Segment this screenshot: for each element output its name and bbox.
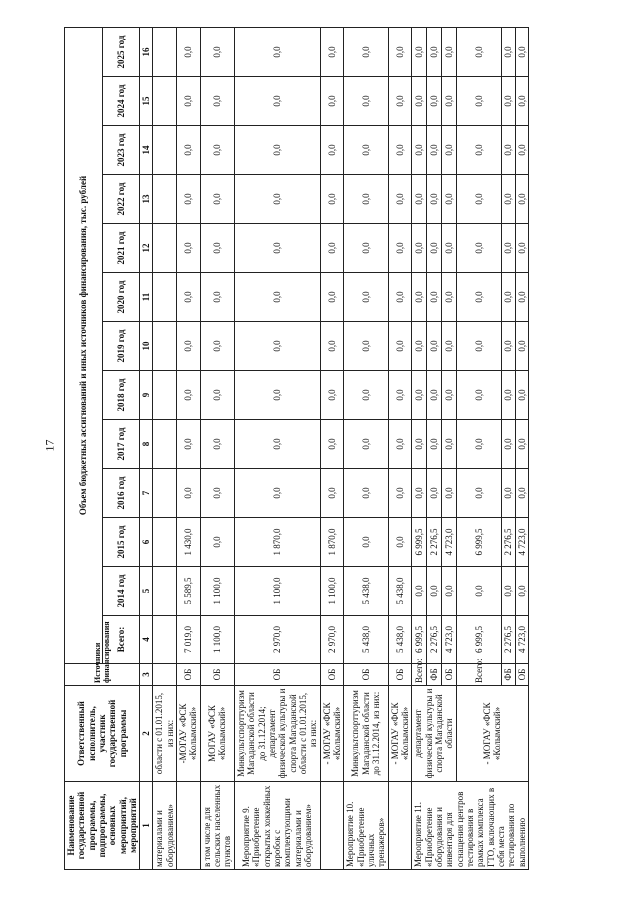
header-col-number: 14 xyxy=(140,126,153,175)
cell-value: 0,0 xyxy=(502,126,515,175)
cell-responsible: департамент физической культуры и спорта Магаданской области xyxy=(412,686,456,782)
cell-value: 0,0 xyxy=(234,28,320,77)
table-row xyxy=(456,28,502,870)
header-year: 2015 год xyxy=(102,518,140,567)
cell-value: 0,0 xyxy=(456,322,502,371)
cell-value xyxy=(153,567,177,616)
cell-value: 0,0 xyxy=(177,77,201,126)
table-row xyxy=(200,28,234,870)
cell-value: 0,0 xyxy=(502,469,515,518)
cell-value: 0,0 xyxy=(200,420,234,469)
cell-value: 1 870,0 xyxy=(320,518,344,567)
cell-responsible: области с 01.01.2015, из них: xyxy=(153,686,177,782)
cell-value xyxy=(153,126,177,175)
cell-total: 2 970,0 xyxy=(320,616,344,664)
cell-responsible: - МОГАУ «ФСК «Колымский» xyxy=(320,686,344,782)
cell-value: 0,0 xyxy=(344,322,388,371)
header-col-number: 11 xyxy=(140,273,153,322)
cell-value: 0,0 xyxy=(502,567,515,616)
table-header xyxy=(65,28,153,870)
cell-total: 6 999,5 xyxy=(412,616,427,664)
cell-value: 0,0 xyxy=(427,420,442,469)
cell-value: 0,0 xyxy=(456,126,502,175)
cell-value: 0,0 xyxy=(427,77,442,126)
cell-total: 4 723,0 xyxy=(515,616,528,664)
cell-value: 0,0 xyxy=(441,28,456,77)
cell-source: ОБ xyxy=(344,664,388,686)
cell-value: 0,0 xyxy=(515,469,528,518)
cell-value: 0,0 xyxy=(177,322,201,371)
cell-value: 0,0 xyxy=(502,224,515,273)
cell-source: Всего: xyxy=(456,664,502,686)
cell-value xyxy=(153,28,177,77)
cell-value: 0,0 xyxy=(388,77,412,126)
cell-value: 0,0 xyxy=(427,273,442,322)
cell-value: 5 438,0 xyxy=(344,567,388,616)
cell-value: 0,0 xyxy=(427,175,442,224)
cell-value: 0,0 xyxy=(388,469,412,518)
cell-value: 0,0 xyxy=(320,126,344,175)
cell-source: ОБ xyxy=(200,664,234,686)
cell-value: 5 438,0 xyxy=(388,567,412,616)
table-row xyxy=(153,28,177,870)
cell-name: Мероприятие 11. «Приобретение оборудования и инвентаря для оснащения центров тестирования в рамках комплекса ГТО, включающих в себя места тестирования по выполнению xyxy=(412,782,529,870)
cell-value: 0,0 xyxy=(320,28,344,77)
cell-value: 0,0 xyxy=(441,371,456,420)
cell-source xyxy=(153,664,177,686)
cell-value: 0,0 xyxy=(388,518,412,567)
header-year: 2021 год xyxy=(102,224,140,273)
header-volume: Объем бюджетных ассигнований и иных источников финансирования, тыс. рублей xyxy=(65,28,103,664)
cell-value: 0,0 xyxy=(320,273,344,322)
header-year: 2025 год xyxy=(102,28,140,77)
cell-value: 0,0 xyxy=(200,28,234,77)
cell-value: 0,0 xyxy=(456,175,502,224)
cell-value: 0,0 xyxy=(320,371,344,420)
cell-value xyxy=(153,518,177,567)
cell-value: 0,0 xyxy=(515,224,528,273)
cell-value: 0,0 xyxy=(320,224,344,273)
table-row xyxy=(344,28,388,870)
cell-value: 0,0 xyxy=(441,175,456,224)
cell-value: 0,0 xyxy=(388,175,412,224)
cell-value: 0,0 xyxy=(200,518,234,567)
cell-value: 0,0 xyxy=(344,469,388,518)
cell-value: 2 276,5 xyxy=(427,518,442,567)
cell-responsible: - МОГАУ «ФСК «Колымский» xyxy=(456,686,528,782)
cell-value: 0,0 xyxy=(388,371,412,420)
cell-value: 0,0 xyxy=(344,28,388,77)
cell-value: 0,0 xyxy=(320,420,344,469)
cell-value: 0,0 xyxy=(502,28,515,77)
cell-name xyxy=(177,782,201,870)
cell-value: 0,0 xyxy=(412,28,427,77)
cell-value: 0,0 xyxy=(441,77,456,126)
cell-value: 0,0 xyxy=(200,469,234,518)
cell-value: 0,0 xyxy=(177,224,201,273)
cell-source: ФБ xyxy=(427,664,442,686)
cell-value xyxy=(153,175,177,224)
cell-value: 0,0 xyxy=(502,175,515,224)
cell-value: 0,0 xyxy=(177,371,201,420)
cell-value: 6 999,5 xyxy=(456,518,502,567)
cell-value: 0,0 xyxy=(502,371,515,420)
cell-value: 0,0 xyxy=(515,273,528,322)
header-year: 2019 год xyxy=(102,322,140,371)
cell-value: 0,0 xyxy=(320,322,344,371)
cell-value: 0,0 xyxy=(344,126,388,175)
table-row xyxy=(177,28,201,870)
cell-responsible: Минкультспорттуризм Магаданской области до 31.12.2014; департамент физической культуры и спорта Магаданской области с 01.01.2015, из них: xyxy=(234,686,320,782)
cell-value: 1 430,0 xyxy=(177,518,201,567)
financing-table xyxy=(64,27,529,870)
cell-value: 0,0 xyxy=(441,126,456,175)
page-number: 17 xyxy=(42,439,57,452)
cell-value: 0,0 xyxy=(234,371,320,420)
cell-name: Мероприятие 10. «Приобретение уличных тренажеров» xyxy=(344,782,388,870)
cell-value: 4 723,0 xyxy=(515,518,528,567)
cell-name: Мероприятие 9. «Приобретение открытых хоккейных коробок с комплектующими материалами и оборудованием» xyxy=(234,782,320,870)
cell-value: 0,0 xyxy=(515,28,528,77)
cell-value: 0,0 xyxy=(234,273,320,322)
cell-value: 1 870,0 xyxy=(234,518,320,567)
cell-responsible: -МОГАУ «ФСК «Колымский» xyxy=(177,686,201,782)
header-col-number: 6 xyxy=(140,518,153,567)
cell-value: 0,0 xyxy=(177,175,201,224)
header-col-number: 12 xyxy=(140,224,153,273)
cell-source: ФБ xyxy=(502,664,515,686)
cell-value: 0,0 xyxy=(427,371,442,420)
header-responsible: Ответственный исполнитель, участник государственной программы xyxy=(65,686,140,782)
cell-value: 0,0 xyxy=(200,126,234,175)
cell-value: 0,0 xyxy=(344,224,388,273)
header-year: 2020 год xyxy=(102,273,140,322)
rotated-table-container xyxy=(64,30,624,870)
header-col-number: 8 xyxy=(140,420,153,469)
header-col-number: 10 xyxy=(140,322,153,371)
cell-source: Всего: xyxy=(412,664,427,686)
cell-value: 0,0 xyxy=(234,420,320,469)
cell-value: 0,0 xyxy=(441,567,456,616)
cell-value: 0,0 xyxy=(344,371,388,420)
cell-value: 0,0 xyxy=(441,469,456,518)
cell-total: 4 723,0 xyxy=(441,616,456,664)
cell-total: 1 100,0 xyxy=(200,616,234,664)
cell-value: 0,0 xyxy=(320,175,344,224)
cell-source: ОБ xyxy=(320,664,344,686)
cell-value: 0,0 xyxy=(412,175,427,224)
cell-value: 0,0 xyxy=(388,322,412,371)
cell-value: 0,0 xyxy=(200,371,234,420)
cell-value: 0,0 xyxy=(200,224,234,273)
cell-value: 5 589,5 xyxy=(177,567,201,616)
cell-source: ОБ xyxy=(441,664,456,686)
header-col-number: 16 xyxy=(140,28,153,77)
cell-value: 0,0 xyxy=(515,175,528,224)
cell-value: 0,0 xyxy=(427,567,442,616)
cell-responsible: Минкультспорттуризм Магаданской области до 31.12.2014, из них: xyxy=(344,686,388,782)
header-col-number: 1 xyxy=(140,782,153,870)
header-number-row xyxy=(140,28,153,870)
cell-value: 0,0 xyxy=(427,28,442,77)
cell-value: 0,0 xyxy=(441,273,456,322)
cell-value: 0,0 xyxy=(515,126,528,175)
header-year: 2024 год xyxy=(102,77,140,126)
cell-value: 0,0 xyxy=(344,518,388,567)
cell-value xyxy=(153,420,177,469)
cell-value: 4 723,0 xyxy=(441,518,456,567)
cell-value: 0,0 xyxy=(456,273,502,322)
cell-value: 0,0 xyxy=(412,126,427,175)
cell-value: 0,0 xyxy=(177,28,201,77)
header-col-number: 3 xyxy=(140,664,153,686)
cell-value: 0,0 xyxy=(177,469,201,518)
cell-name xyxy=(320,782,344,870)
header-year: 2017 год xyxy=(102,420,140,469)
header-year: 2022 год xyxy=(102,175,140,224)
cell-value: 0,0 xyxy=(234,224,320,273)
cell-value: 0,0 xyxy=(441,224,456,273)
cell-value: 0,0 xyxy=(344,77,388,126)
cell-value: 0,0 xyxy=(515,371,528,420)
cell-value: 0,0 xyxy=(388,126,412,175)
cell-value: 0,0 xyxy=(412,469,427,518)
cell-total: 2 970,0 xyxy=(234,616,320,664)
header-year: 2018 год xyxy=(102,371,140,420)
header-name: Наименование государственной программы, подпрограммы, основных мероприятий, мероприятий xyxy=(65,782,140,870)
cell-value xyxy=(153,77,177,126)
cell-value: 0,0 xyxy=(502,322,515,371)
cell-total: 7 019,0 xyxy=(177,616,201,664)
header-source: Источники финансирования xyxy=(65,664,140,686)
cell-value: 6 999,5 xyxy=(412,518,427,567)
cell-value: 0,0 xyxy=(412,77,427,126)
cell-value: 0,0 xyxy=(234,77,320,126)
cell-value: 0,0 xyxy=(456,77,502,126)
cell-value: 0,0 xyxy=(344,175,388,224)
cell-value: 0,0 xyxy=(412,322,427,371)
cell-value: 0,0 xyxy=(427,322,442,371)
cell-source: ОБ xyxy=(177,664,201,686)
table-row xyxy=(320,28,344,870)
cell-value: 0,0 xyxy=(320,469,344,518)
cell-value: 0,0 xyxy=(200,322,234,371)
cell-responsible: МОГАУ «ФСК «Колымский» xyxy=(200,686,234,782)
cell-value: 0,0 xyxy=(456,469,502,518)
header-col-number: 5 xyxy=(140,567,153,616)
header-col-number: 13 xyxy=(140,175,153,224)
cell-value: 0,0 xyxy=(456,420,502,469)
cell-total: 2 276,5 xyxy=(427,616,442,664)
cell-total: 5 438,0 xyxy=(388,616,412,664)
cell-responsible: - МОГАУ «ФСК «Колымский» xyxy=(388,686,412,782)
cell-value: 0,0 xyxy=(320,77,344,126)
cell-value: 0,0 xyxy=(427,224,442,273)
cell-value: 0,0 xyxy=(234,126,320,175)
header-total: Всего: xyxy=(102,616,140,664)
cell-value: 0,0 xyxy=(515,77,528,126)
cell-source: ОБ xyxy=(234,664,320,686)
header-col-number: 2 xyxy=(140,686,153,782)
cell-value: 0,0 xyxy=(456,224,502,273)
cell-value: 0,0 xyxy=(234,469,320,518)
cell-value: 0,0 xyxy=(200,175,234,224)
cell-value: 0,0 xyxy=(388,273,412,322)
cell-value: 0,0 xyxy=(412,371,427,420)
cell-value: 0,0 xyxy=(502,273,515,322)
cell-value: 0,0 xyxy=(344,420,388,469)
cell-value xyxy=(153,469,177,518)
cell-value: 0,0 xyxy=(456,28,502,77)
table-row xyxy=(412,28,427,870)
cell-value: 0,0 xyxy=(412,224,427,273)
cell-name: материалами и оборудованием» xyxy=(153,782,177,870)
cell-value: 0,0 xyxy=(412,273,427,322)
cell-value xyxy=(153,273,177,322)
header-year: 2023 год xyxy=(102,126,140,175)
cell-value: 0,0 xyxy=(344,273,388,322)
cell-value: 0,0 xyxy=(456,567,502,616)
cell-value: 0,0 xyxy=(502,77,515,126)
cell-value: 0,0 xyxy=(515,420,528,469)
cell-value: 0,0 xyxy=(234,175,320,224)
header-col-number: 9 xyxy=(140,371,153,420)
cell-value: 0,0 xyxy=(388,224,412,273)
cell-value: 0,0 xyxy=(412,420,427,469)
cell-value xyxy=(153,322,177,371)
cell-total: 6 999,5 xyxy=(456,616,502,664)
cell-name: в том числе для сельских населенных пунктов xyxy=(200,782,234,870)
header-col-number: 4 xyxy=(140,616,153,664)
cell-value: 2 276,5 xyxy=(502,518,515,567)
cell-total: 5 438,0 xyxy=(344,616,388,664)
header-year: 2014 год xyxy=(102,567,140,616)
cell-name xyxy=(388,782,412,870)
cell-value: 0,0 xyxy=(388,28,412,77)
cell-value: 1 100,0 xyxy=(200,567,234,616)
cell-value: 0,0 xyxy=(177,273,201,322)
cell-value: 0,0 xyxy=(177,420,201,469)
cell-source: ОБ xyxy=(388,664,412,686)
cell-value: 0,0 xyxy=(412,567,427,616)
table-body xyxy=(153,28,529,870)
cell-source: ОБ xyxy=(515,664,528,686)
cell-value: 1 100,0 xyxy=(234,567,320,616)
header-col-number: 7 xyxy=(140,469,153,518)
header-year: 2016 год xyxy=(102,469,140,518)
cell-total: 2 276,5 xyxy=(502,616,515,664)
cell-value: 0,0 xyxy=(515,567,528,616)
header-col-number: 15 xyxy=(140,77,153,126)
cell-value: 0,0 xyxy=(234,322,320,371)
cell-value: 0,0 xyxy=(427,126,442,175)
cell-value: 0,0 xyxy=(456,371,502,420)
cell-value: 0,0 xyxy=(441,322,456,371)
cell-value: 0,0 xyxy=(200,77,234,126)
cell-value: 1 100,0 xyxy=(320,567,344,616)
cell-value: 0,0 xyxy=(441,420,456,469)
cell-value: 0,0 xyxy=(200,273,234,322)
cell-value: 0,0 xyxy=(177,126,201,175)
cell-value: 0,0 xyxy=(502,420,515,469)
cell-value: 0,0 xyxy=(388,420,412,469)
cell-value: 0,0 xyxy=(427,469,442,518)
table-row xyxy=(388,28,412,870)
cell-value xyxy=(153,224,177,273)
cell-value: 0,0 xyxy=(515,322,528,371)
cell-value xyxy=(153,371,177,420)
table-row xyxy=(234,28,320,870)
cell-total xyxy=(153,616,177,664)
